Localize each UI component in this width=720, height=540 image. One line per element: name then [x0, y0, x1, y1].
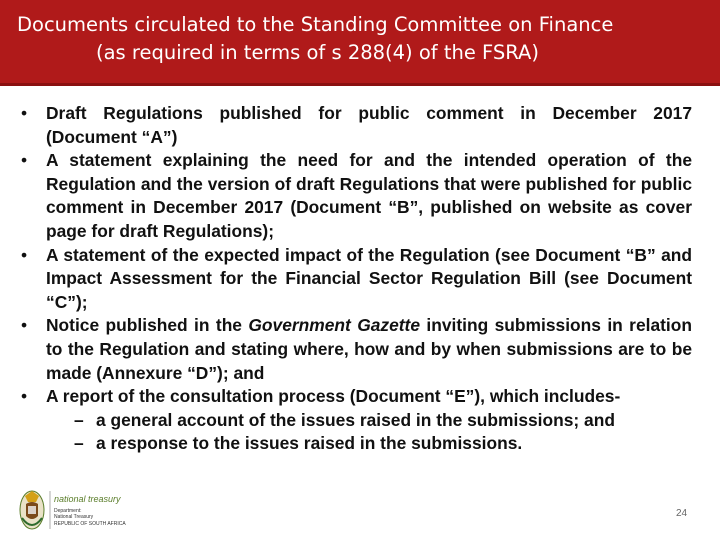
dash-icon: –	[74, 433, 84, 454]
dash-icon: –	[74, 409, 84, 430]
coat-of-arms-icon	[14, 488, 154, 532]
sub-bullet-text: a response to the issues raised in the submissions.	[96, 433, 523, 454]
sub-bullet-item	[60, 432, 692, 456]
slide-body	[20, 102, 692, 456]
sub-bullet-list	[20, 409, 692, 456]
bullet-text-before: Notice published in the	[46, 315, 249, 336]
bullet-text: A statement explaining the need for and the intended operation of the Regulation and the version of draft Regulations that were published for public comment in December 2017 (Document “B”, published on website as cover page for draft Regulations);	[46, 150, 692, 241]
bullet-item	[20, 314, 692, 385]
bullet-item	[20, 102, 692, 149]
svg-text:National Treasury: National Treasury	[54, 514, 94, 520]
bullet-text: A report of the consultation process (Document “E”), which includes-	[46, 386, 621, 407]
bullet-item	[20, 149, 692, 243]
bullet-icon: •	[21, 150, 28, 171]
slide-title-line-2: (as required in terms of s 288(4) of the FSRA)	[96, 41, 540, 64]
svg-text:REPUBLIC OF SOUTH AFRICA: REPUBLIC OF SOUTH AFRICA	[54, 521, 126, 527]
bullet-text: Draft Regulations published for public comment in December 2017 (Document “A”)	[46, 103, 692, 147]
bullet-text: A statement of the expected impact of the Regulation (see Document “B” and Impact Assessment for the Financial Sector Regulation Bill (see Document “C”);	[46, 244, 692, 312]
sub-bullet-text: a general account of the issues raised in the submissions; and	[96, 409, 615, 430]
svg-text:Department:: Department:	[54, 508, 82, 514]
logo-name: national treasury	[54, 494, 121, 504]
sub-bullet-item	[60, 409, 692, 433]
national-treasury-logo	[14, 488, 154, 532]
page-number: 24	[676, 508, 688, 519]
title-bar	[0, 0, 720, 83]
bullet-icon: •	[21, 386, 28, 407]
slide-title-line-1: Documents circulated to the Standing Committee on Finance	[17, 13, 614, 36]
bullet-icon: •	[21, 103, 28, 123]
bullet-icon: •	[21, 244, 28, 265]
bullet-item	[20, 244, 692, 315]
bullet-icon: •	[21, 315, 28, 336]
bullet-list	[20, 102, 692, 456]
title-bar-border	[0, 83, 720, 86]
gazette-title: Government Gazette	[248, 315, 421, 336]
bullet-item	[20, 385, 692, 456]
bullet-text-after: inviting submissions in relation to the Regulation and stating where, how and by when submissions are to be made (Annexure “D”); and	[46, 315, 692, 383]
